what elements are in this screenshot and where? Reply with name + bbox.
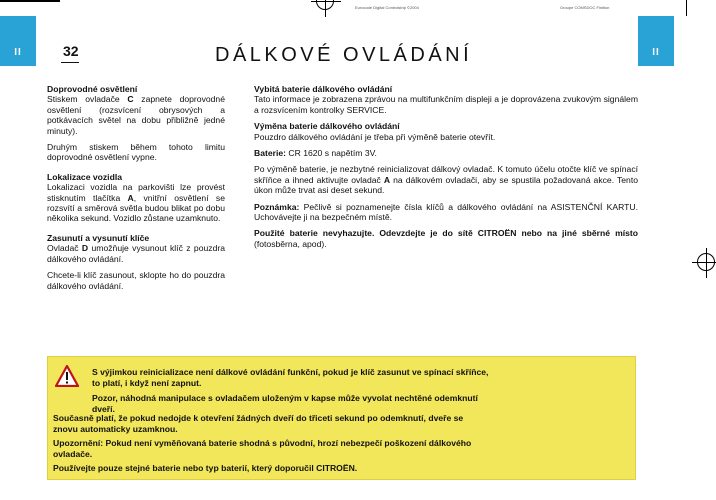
left-column xyxy=(47,84,225,291)
page-title: DÁLKOVÉ OVLÁDÁNÍ xyxy=(215,44,473,66)
paragraph: Chcete-li klíč zasunout, sklopte ho do pouzdra dálkového ovládání. xyxy=(47,270,225,291)
warning-triangle-icon xyxy=(55,365,79,387)
note: Poznámka: Pečlivě si poznamenejte čísla klíčů a dálkového ovládání na ASISTENČNÍ KARTU. Uchovávejte ji na bezpečném místě. xyxy=(254,201,638,223)
section-heading-vybita-baterie: Vybitá baterie dálkového ovládání xyxy=(254,84,393,94)
warning-line: znovu automaticky uzamknou. xyxy=(53,424,178,434)
print-header-right: Groupe COMSDOC Finition xyxy=(560,5,610,10)
chapter-tab-left-label: II xyxy=(14,47,22,58)
section-heading-vymena-baterie: Výměna baterie dálkového ovládání xyxy=(254,121,400,132)
control-key-a: A xyxy=(127,192,134,203)
section-heading-doprovodne: Doprovodné osvětlení xyxy=(47,84,138,94)
control-key-d: D xyxy=(81,243,89,254)
registration-mark-top xyxy=(316,0,334,10)
warning-line: to platí, i když není zapnut. xyxy=(92,378,202,388)
right-column xyxy=(254,84,638,249)
registration-mark-right xyxy=(697,253,715,271)
warning-box xyxy=(47,356,636,480)
chapter-tab-right-label: II xyxy=(652,47,660,58)
warning-line: Pozor, náhodná manipulace s ovladačem uloženým v kapse může vyvolat nechtěné odemknutí xyxy=(92,393,478,403)
section-heading-lokalizace: Lokalizace vozidla xyxy=(47,171,122,182)
paragraph: Ovladač D umožňuje vysunout klíč z pouzdra dálkového ovládání. xyxy=(47,243,225,264)
warning-line: Používejte pouze stejné baterie nebo typ baterií, který doporučil CITROËN. xyxy=(53,463,358,473)
section-heading-zasunuti: Zasunutí a vysunutí klíče xyxy=(47,232,150,243)
paragraph: Tato informace je zobrazena zprávou na multifunkčním displeji a je doprovázena zvukovým signálem a rozsvícením kontrolky SERVICE. xyxy=(254,94,638,115)
paragraph: Druhým stiskem během tohoto limitu doprovodné osvětlení vypne. xyxy=(47,142,225,163)
paragraph: Lokalizaci vozidla na parkovišti lze provést stisknutím tlačítka A, vnitřní osvětlení se rozsvítí a směrová světla budou blikat po dobu několika sekund. Vozidlo zůstane uzamknuto. xyxy=(47,182,225,224)
crop-mark-top-left xyxy=(0,0,60,2)
chapter-tab-right xyxy=(638,16,674,66)
paragraph: Po výměně baterie, je nezbytné reinicializovat dálkový ovladač. K tomuto účelu otočte klíč ve spínací skříňce a ihned aktivujte ovladač A na dálkovém ovladači, aby se spustila požadovaná akce. Tento úkon může trvat asi deset sekund. xyxy=(254,164,638,196)
warning-line: Současně platí, že pokud nedojde k otevření žádných dveří do třiceti sekund po odemknutí, dveře se xyxy=(53,413,464,423)
battery-spec: Baterie: CR 1620 s napětím 3V. xyxy=(254,148,377,159)
warning-line: dveří. xyxy=(92,404,115,414)
paragraph: Pouzdro dálkového ovládání je třeba při výměně baterie otevřít. xyxy=(254,131,496,142)
print-header-left: Eurocode Digital Controlstrip ©2004 xyxy=(355,5,419,10)
control-key-c: C xyxy=(127,94,134,105)
warning-line: Upozornění: Pokud není vyměňovaná baterie shodná s původní, hrozí nebezpečí poškození dálkového xyxy=(53,438,472,448)
page-number-rule xyxy=(61,62,79,63)
warning-line: S výjimkou reinicializace není dálkové ovládání funkční, pokud je klíč zasunut ve spínací skříňce, xyxy=(92,367,489,377)
crop-mark-top-right xyxy=(686,0,687,16)
control-key-a: A xyxy=(383,174,391,185)
chapter-tab-left xyxy=(0,16,36,66)
battery-disposal-note: Použité baterie nevyhazujte. Odevzdejte je do sítě CITROËN nebo na jiné sběrné místo (fotosběrna, apod). xyxy=(254,228,638,249)
page-number: 32 xyxy=(63,43,79,59)
warning-line: ovladače. xyxy=(53,449,93,459)
paragraph: Stiskem ovladače C zapnete doprovodné osvětlení (rozsvícení obrysových a potkávacích světel na dobu přibližně jedné minuty). xyxy=(47,94,225,136)
